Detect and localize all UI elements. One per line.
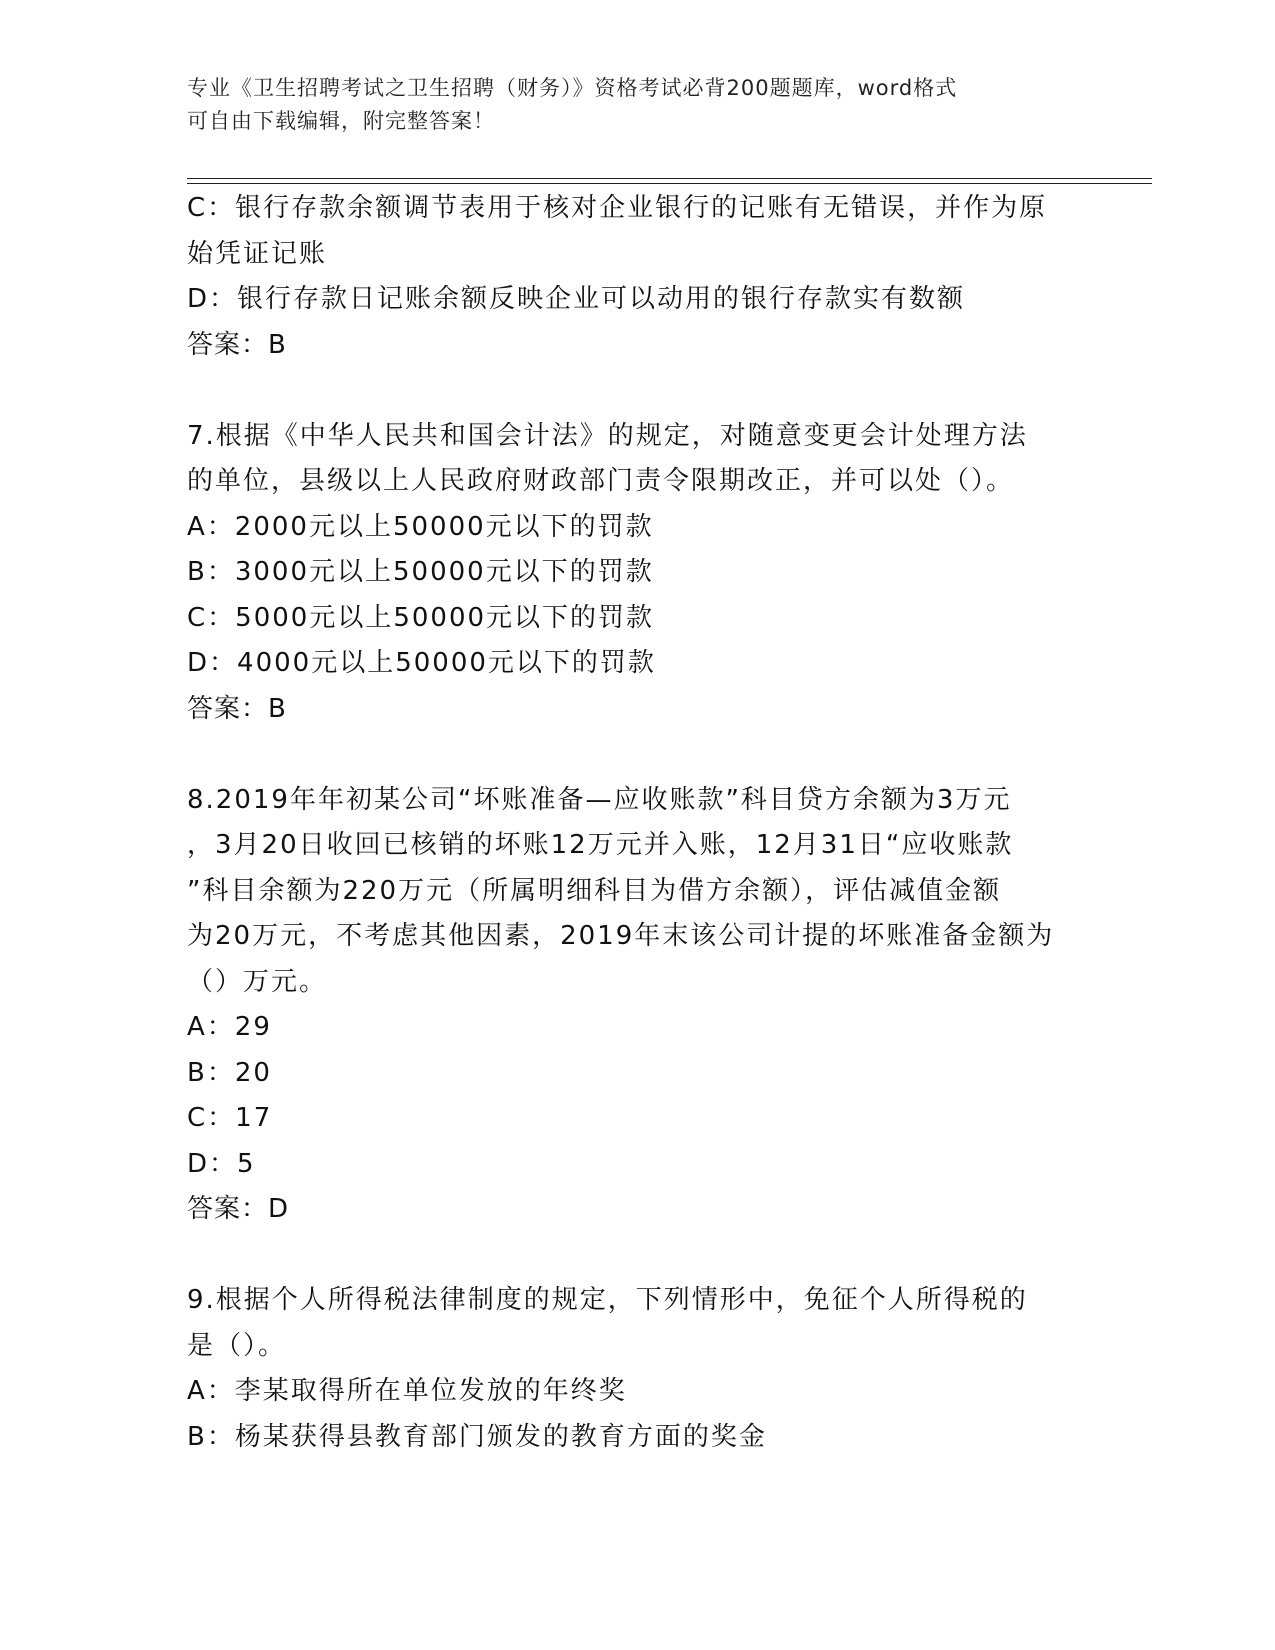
question-text-line: 9.根据个人所得税法律制度的规定，下列情形中，免征个人所得税的 [187, 1285, 1028, 1315]
spacer [187, 1233, 1087, 1279]
question-text-line: 7.根据《中华人民共和国会计法》的规定，对随意变更会计处理方法 [187, 420, 1028, 451]
header-line-1: 专业《卫生招聘考试之卫生招聘（财务）》资格考试必背200题题库，word格式 [187, 76, 958, 100]
spacer [187, 368, 1087, 414]
question-text-line: 的单位，县级以上人民政府财政部门责令限期改正，并可以处（）。 [187, 466, 1015, 496]
question-9 [187, 1278, 1087, 1460]
option-c-line-2: 始凭证记账 [187, 238, 328, 269]
question-8 [187, 778, 1087, 1233]
document-header [187, 72, 1087, 138]
option-d: D：5 [187, 1148, 256, 1179]
option-a: A：29 [187, 1012, 272, 1042]
option-b: B：杨某获得县教育部门颁发的教育方面的奖金 [187, 1421, 767, 1452]
option-a: A：李某取得所在单位发放的年终奖 [187, 1376, 627, 1406]
prev-question-block [187, 186, 1087, 368]
question-text-line: 是（）。 [187, 1330, 287, 1361]
option-c-line-1: C：银行存款余额调节表用于核对企业银行的记账有无错误，并作为原 [187, 193, 1048, 223]
option-a: A：2000元以上50000元以下的罚款 [187, 511, 654, 542]
answer-label: 答案：B [187, 329, 287, 360]
question-text-line: （）万元。 [187, 966, 328, 997]
question-text-line: ，3月20日收回已核销的坏账12万元并入账，12月31日“应收账款 [187, 830, 1014, 860]
question-text-line: 为20万元，不考虑其他因素，2019年末该公司计提的坏账准备金额为 [187, 921, 1055, 951]
option-c: C：17 [187, 1103, 273, 1133]
header-line-2: 可自由下载编辑，附完整答案！ [187, 109, 495, 133]
answer-label: 答案：D [187, 1194, 290, 1224]
option-d: D：银行存款日记账余额反映企业可以动用的银行存款实有数额 [187, 284, 966, 314]
option-b: B：3000元以上50000元以下的罚款 [187, 557, 654, 587]
answer-label: 答案：B [187, 693, 287, 724]
question-text-line: 8.2019年年初某公司“坏账准备—应收账款”科目贷方余额为3万元 [187, 784, 1012, 815]
header-divider [187, 178, 1152, 184]
question-7 [187, 414, 1087, 733]
option-d: D：4000元以上50000元以下的罚款 [187, 648, 656, 678]
question-content [187, 186, 1087, 1460]
option-c: C：5000元以上50000元以下的罚款 [187, 602, 655, 633]
spacer [187, 732, 1087, 778]
option-b: B：20 [187, 1057, 272, 1088]
question-text-line: ”科目余额为220万元（所属明细科目为借方余额），评估减值金额 [187, 875, 1002, 906]
